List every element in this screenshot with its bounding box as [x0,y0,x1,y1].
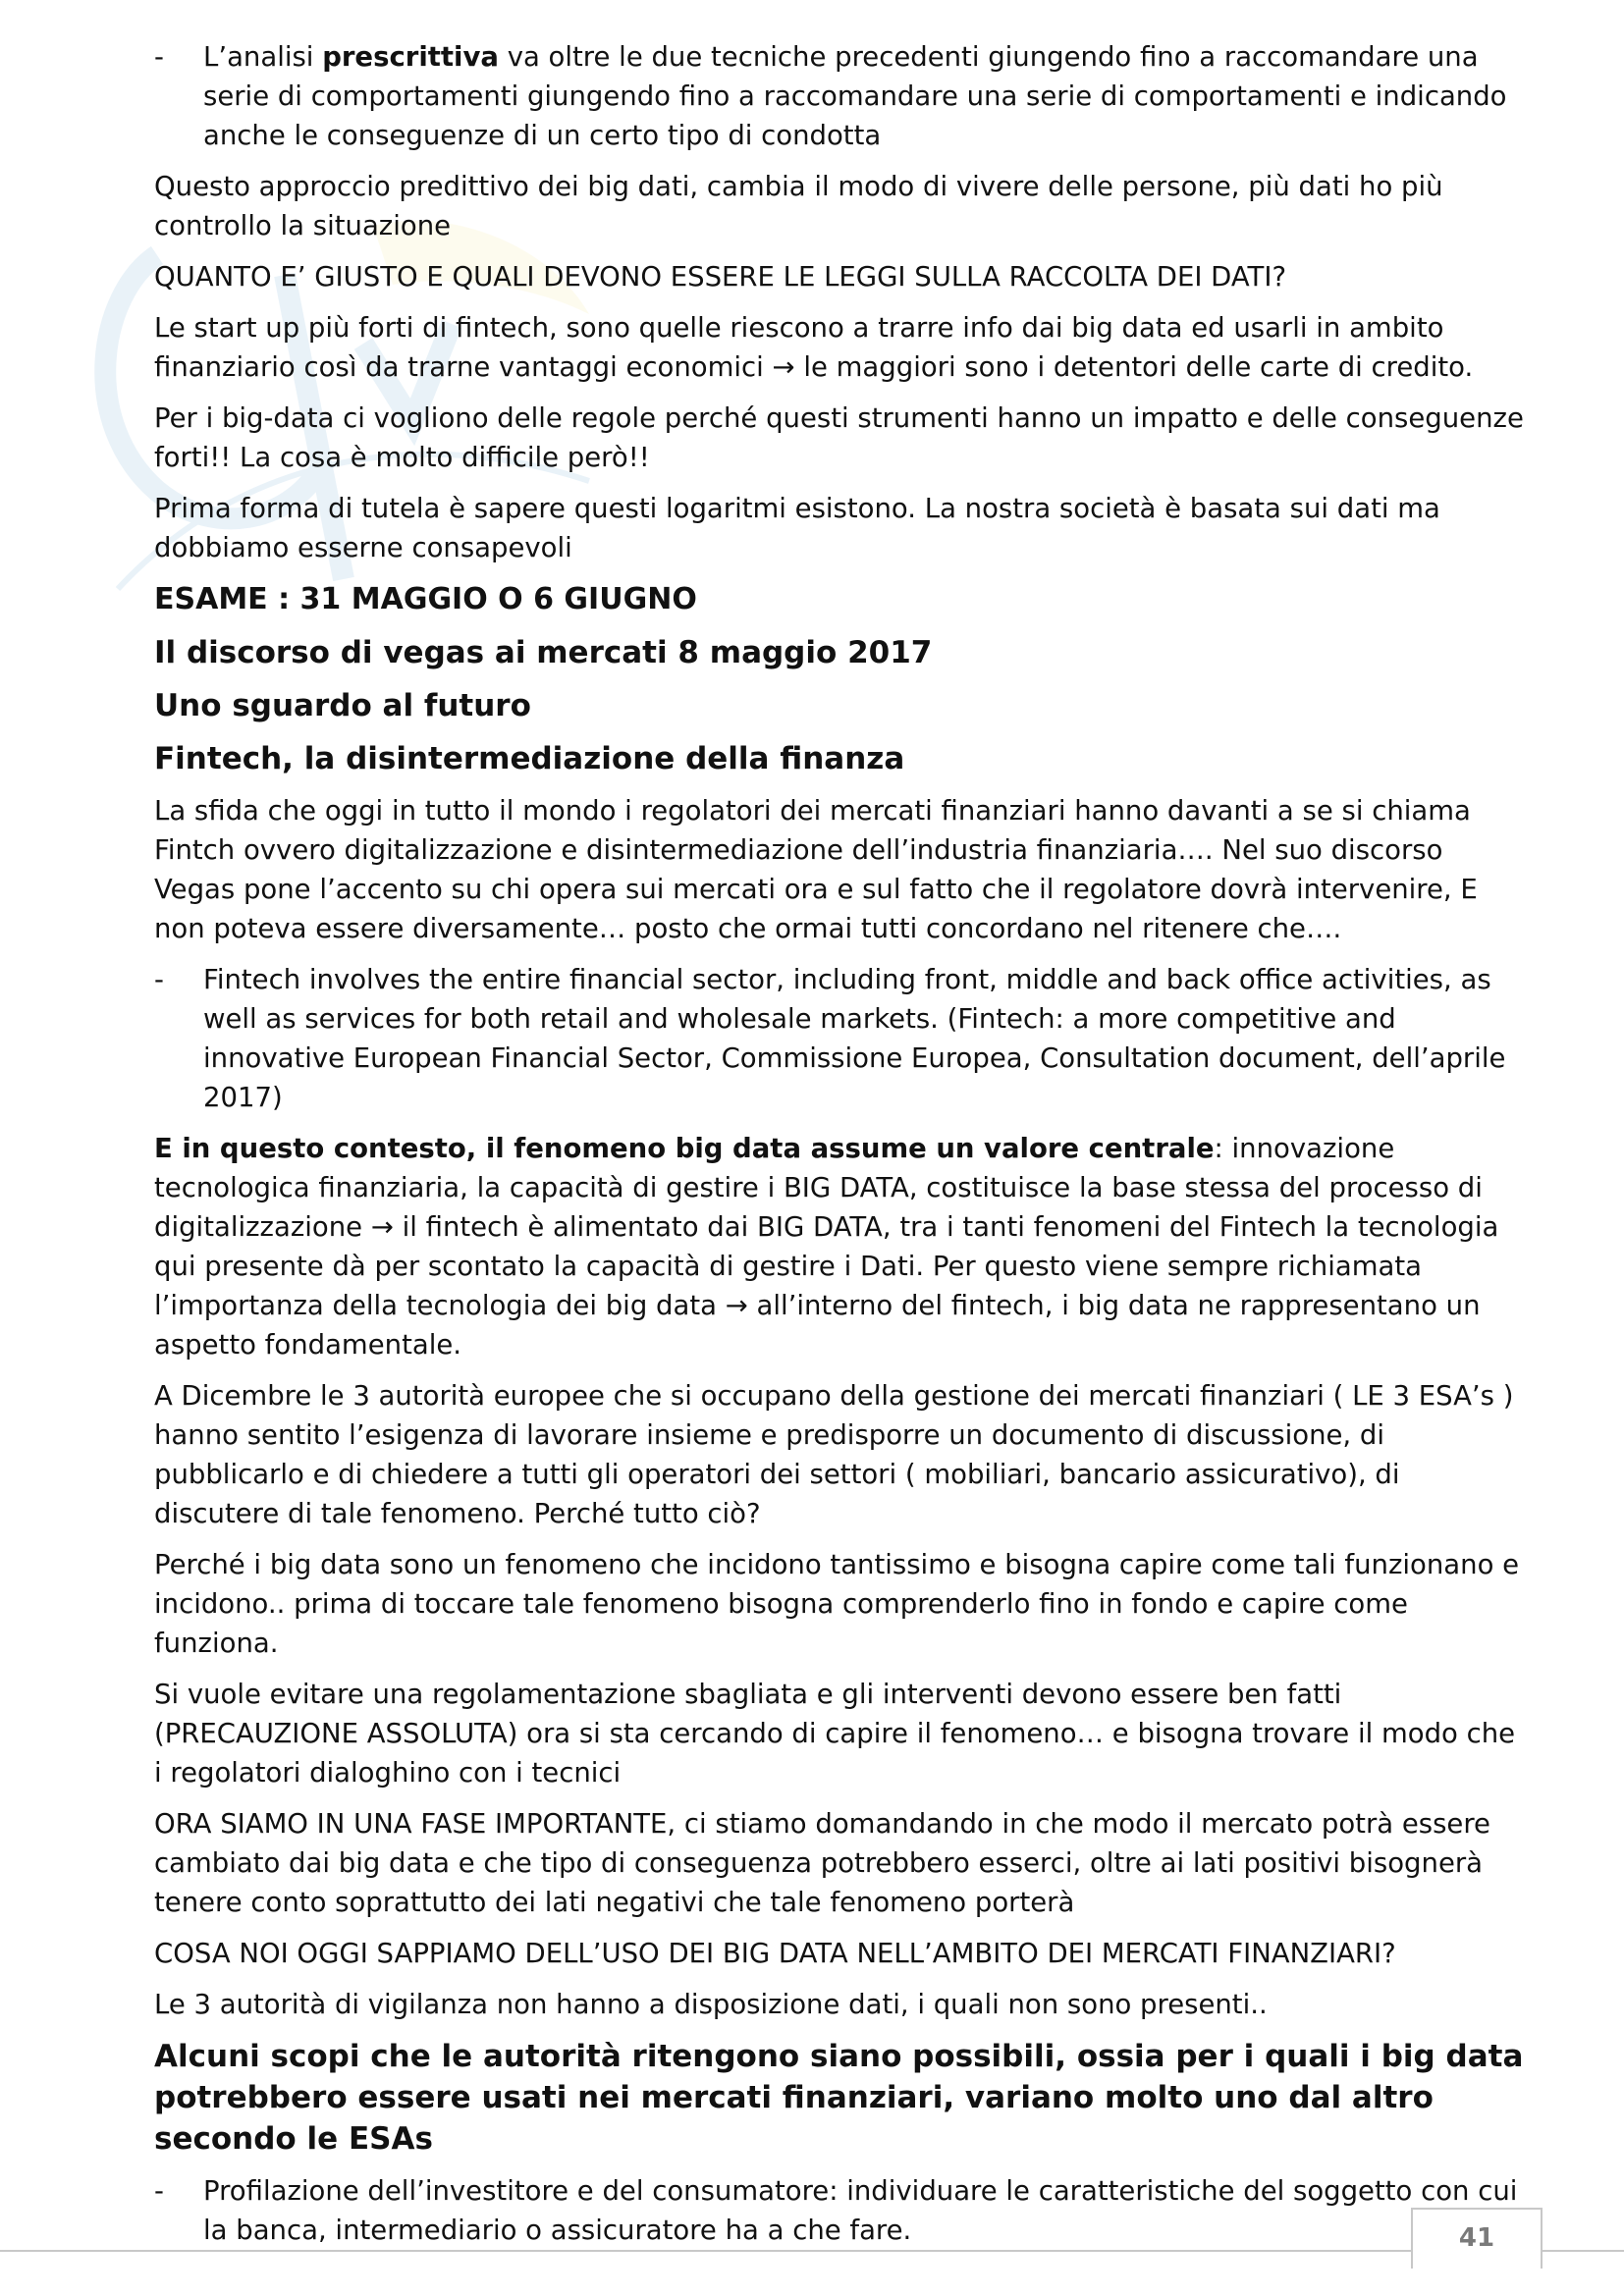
heading: Alcuni scopi che le autorità ritengono siano possibili, ossia per i quali i big data potrebbero essere usati nei mercati finanziari, variano molto uno dal altro secondo le ESAs [154,2039,1524,2157]
bullet-mark: - [154,964,164,995]
text: : innovazione tecnologica finanziaria, la capacità di gestire i BIG DATA, costituisce la base stessa del processo di digitalizzazione → il fintech è alimentato dai BIG DATA, tra i tanti fenomeni del Fintech la tecnologia qui presente dà per scontato la capacità di gestire i Dati. Per questo viene sempre richiamata l’importanza della tecnologia dei big data → all’interno del fintech, i big data ne rappresentano un aspetto fondamentale. [154,1133,1499,1361]
page-number-box [1411,2208,1543,2269]
document-body [154,37,1527,2262]
text-bold: prescrittiva [322,41,499,73]
paragraph: Perché i big data sono un fenomeno che incidono tantissimo e bisogna capire come tali funzionano e incidono.. prima di toccare tale fenomeno bisogna comprenderlo fino in fondo e capire come funziona. [154,1549,1520,1659]
page-number: 41 [1458,2223,1495,2253]
bullet-mark: - [154,2175,164,2207]
paragraph: Questo approccio predittivo dei big dati, cambia il modo di vivere delle persone, più dati ho più controllo la situazione [154,171,1443,241]
bullet-prescrittiva [154,37,1527,155]
paragraph: Le 3 autorità di vigilanza non hanno a disposizione dati, i quali non sono presenti.. [154,1989,1268,2020]
heading: Fintech, la disintermediazione della finanza [154,741,905,776]
paragraph: Le start up più forti di fintech, sono quelle riescono a trarre info dai big data ed usarli in ambito finanziario così da trarne vantaggi economici → le maggiori sono i detentori delle carte di credito. [154,312,1474,383]
text: L’analisi [203,41,323,73]
paragraph: COSA NOI OGGI SAPPIAMO DELL’USO DEI BIG DATA NELL’AMBITO DEI MERCATI FINANZIARI? [154,1938,1396,1969]
footer-rule [0,2250,1624,2252]
paragraph: QUANTO E’ GIUSTO E QUALI DEVONO ESSERE LE LEGGI SULLA RACCOLTA DEI DATI? [154,261,1287,293]
paragraph [154,1129,1527,1364]
text-bold: E in questo contesto, il fenomeno big data assume un valore centrale [154,1133,1215,1164]
heading: Il discorso di vegas ai mercati 8 maggio 2017 [154,635,933,670]
text: Fintech involves the entire financial sector, including front, middle and back office activities, as well as services for both retail and wholesale markets. (Fintech: a more competitive and innovative European Financial Sector, Commissione Europea, Consultation document, dell’aprile 2017) [203,964,1506,1113]
paragraph: La sfida che oggi in tutto il mondo i regolatori dei mercati finanziari hanno davanti a se si chiama Fintch ovvero digitalizzazione e disintermediazione dell’industria finanziaria…. Nel suo discorso Vegas pone l’accento su chi opera sui mercati ora e sul fatto che il regolatore dovrà intervenire, E non poteva essere diversamente… posto che ormai tutti concordano nel ritenere che…. [154,795,1478,944]
text: va oltre le due tecniche precedenti giungendo fino a raccomandare una serie di comportamenti giungendo fino a raccomandare una serie di comportamenti e indicando anche le conseguenze di un certo tipo di condotta [203,41,1507,151]
bullet-profilazione [154,2171,1527,2250]
text: Profilazione dell’investitore e del consumatore: individuare le caratteristiche del soggetto con cui la banca, intermediario o assicuratore ha a che fare. [203,2175,1518,2246]
heading: Uno sguardo al futuro [154,688,531,723]
bullet-mark: - [154,41,164,73]
paragraph: A Dicembre le 3 autorità europee che si occupano della gestione dei mercati finanziari ( LE 3 ESA’s ) hanno sentito l’esigenza di lavorare insieme e predisporre un documento di discussione, di pubblicarlo e di chiedere a tutti gli operatori dei settori ( mobiliari, bancario assicurativo), di discutere di tale fenomeno. Perché tutto ciò? [154,1380,1514,1529]
paragraph: Si vuole evitare una regolamentazione sbagliata e gli interventi devono essere ben fatti (PRECAUZIONE ASSOLUTA) ora si sta cercando di capire il fenomeno… e bisogna trovare il modo che i regolatori dialoghino con i tecnici [154,1679,1516,1789]
paragraph: Per i big-data ci vogliono delle regole perché questi strumenti hanno un impatto e delle conseguenze forti!! La cosa è molto difficile però!! [154,402,1524,473]
paragraph: Prima forma di tutela è sapere questi logaritmi esistono. La nostra società è basata sui dati ma dobbiamo esserne consapevoli [154,493,1440,563]
heading-exam: ESAME : 31 MAGGIO O 6 GIUGNO [154,582,697,616]
bullet-fintech [154,960,1527,1117]
paragraph: ORA SIAMO IN UNA FASE IMPORTANTE, ci stiamo domandando in che modo il mercato potrà essere cambiato dai big data e che tipo di conseguenza potrebbero esserci, oltre ai lati positivi bisognerà tenere conto soprattutto dei lati negativi che tale fenomeno porterà [154,1808,1490,1918]
